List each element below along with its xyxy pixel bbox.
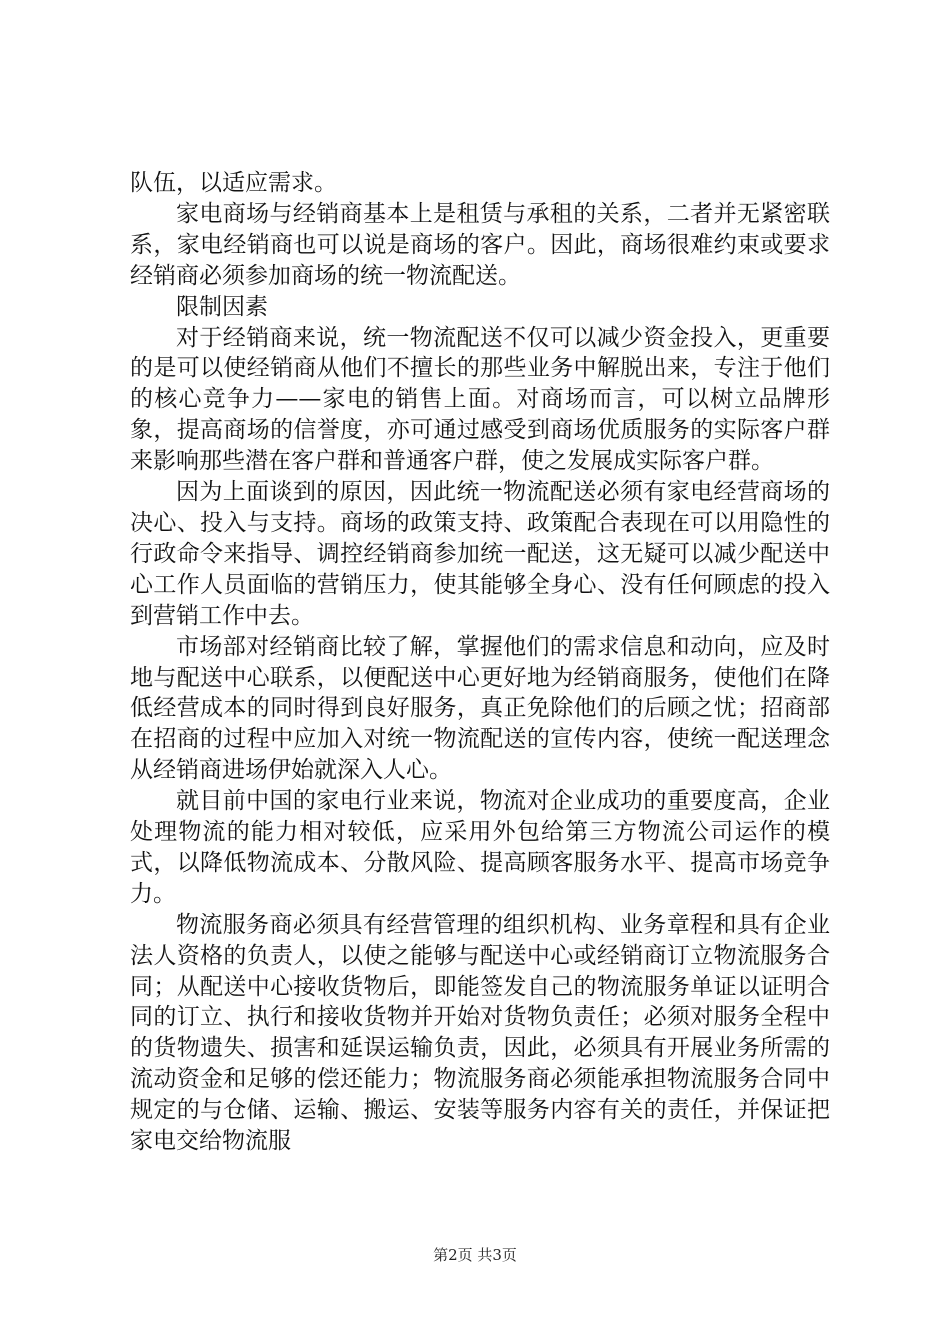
paragraph: 对于经销商来说，统一物流配送不仅可以减少资金投入，更重要的是可以使经销商从他们不擅长的那些业务中解脱出来，专注于他们的核心竞争力——家电的销售上面。对商场而言，可以树立品牌形象，提高商场的信誉度，亦可通过感受到商场优质服务的实际客户群来影响那些潜在客户群和普通客户群，使之发展成实际客户群。 xyxy=(130,324,830,475)
document-body xyxy=(130,168,830,1157)
paragraph-continuation: 队伍，以适应需求。 xyxy=(130,170,337,196)
paragraph: 就目前中国的家电行业来说，物流对企业成功的重要度高，企业处理物流的能力相对较低，应采用外包给第三方物流公司运作的模式，以降低物流成本、分散风险、提高顾客服务水平、提高市场竞争力。 xyxy=(130,788,830,907)
page-number-label: 第2页 共3页 xyxy=(433,1246,517,1264)
paragraph: 物流服务商必须具有经营管理的组织机构、业务章程和具有企业法人资格的负责人，以使之能够与配送中心或经销商订立物流服务合同；从配送中心接收货物后，即能签发自己的物流服务单证以证明合同的订立、执行和接收货物并开始对货物负责任；必须对服务全程中的货物遗失、损害和延误运输负责，因此，必须具有开展业务所需的流动资金和足够的偿还能力；物流服务商必须能承担物流服务合同中规定的与仓储、运输、搬运、安装等服务内容有关的责任，并保证把家电交给物流服 xyxy=(130,911,830,1155)
section-heading: 限制因素 xyxy=(176,293,268,320)
paragraph: 家电商场与经销商基本上是租赁与承租的关系，二者并无紧密联系，家电经销商也可以说是商场的客户。因此，商场很难约束或要求经销商必须参加商场的统一物流配送。 xyxy=(130,200,830,289)
page-footer xyxy=(0,1245,950,1265)
paragraph: 市场部对经销商比较了解，掌握他们的需求信息和动向，应及时地与配送中心联系，以便配送中心更好地为经销商服务，使他们在降低经营成本的同时得到良好服务，真正免除他们的后顾之忧；招商部在招商的过程中应加入对统一物流配送的宣传内容，使统一配送理念从经销商进场伊始就深入人心。 xyxy=(130,633,830,784)
paragraph: 因为上面谈到的原因，因此统一物流配送必须有家电经营商场的决心、投入与支持。商场的政策支持、政策配合表现在可以用隐性的行政命令来指导、调控经销商参加统一配送，这无疑可以减少配送中心工作人员面临的营销压力，使其能够全身心、没有任何顾虑的投入到营销工作中去。 xyxy=(130,479,830,629)
